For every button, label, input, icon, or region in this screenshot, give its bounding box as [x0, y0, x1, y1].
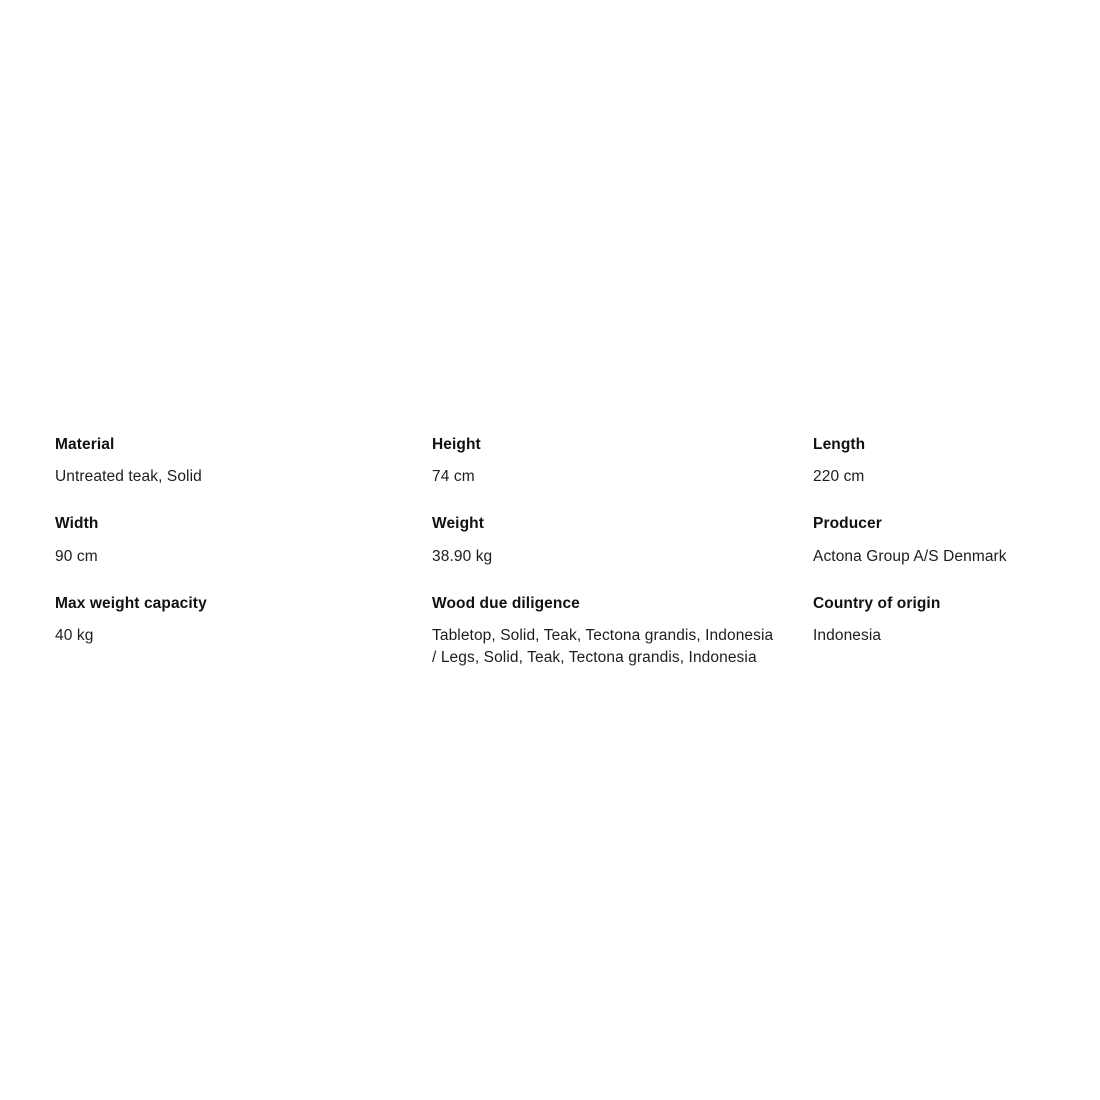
specifications-grid — [55, 434, 1045, 694]
spec-label: Max weight capacity — [55, 594, 207, 612]
spec-item-width — [55, 513, 432, 592]
spec-label: Width — [55, 515, 99, 533]
spec-item-max-weight-capacity — [55, 593, 432, 694]
spec-label: Height — [432, 436, 481, 453]
spec-label: Wood due diligence — [432, 594, 580, 612]
spec-value: Actona Group A/S Denmark — [813, 547, 1007, 565]
spec-value: 40 kg — [55, 627, 94, 645]
spec-item-length — [813, 434, 1045, 513]
product-specifications — [55, 434, 1045, 694]
spec-label: Length — [813, 436, 866, 453]
spec-value: Tabletop, Solid, Teak, Tectona grandis, Indonesia / Legs, Solid, Teak, Tectona grandis, Indonesia — [432, 627, 774, 667]
spec-value: 38.90 kg — [432, 547, 493, 565]
spec-item-country-of-origin — [813, 593, 1045, 694]
spec-label: Producer — [813, 515, 882, 533]
spec-value: 220 cm — [813, 468, 865, 486]
spec-item-material — [55, 434, 432, 513]
spec-item-producer — [813, 513, 1045, 592]
spec-item-height — [432, 434, 813, 513]
spec-label: Weight — [432, 515, 484, 533]
spec-value: Untreated teak, Solid — [55, 468, 202, 486]
spec-value: 90 cm — [55, 547, 98, 565]
spec-label: Material — [55, 436, 115, 453]
spec-label: Country of origin — [813, 594, 941, 612]
spec-item-weight — [432, 513, 813, 592]
spec-item-wood-due-diligence — [432, 593, 813, 694]
spec-value: 74 cm — [432, 468, 475, 486]
spec-value: Indonesia — [813, 627, 882, 645]
